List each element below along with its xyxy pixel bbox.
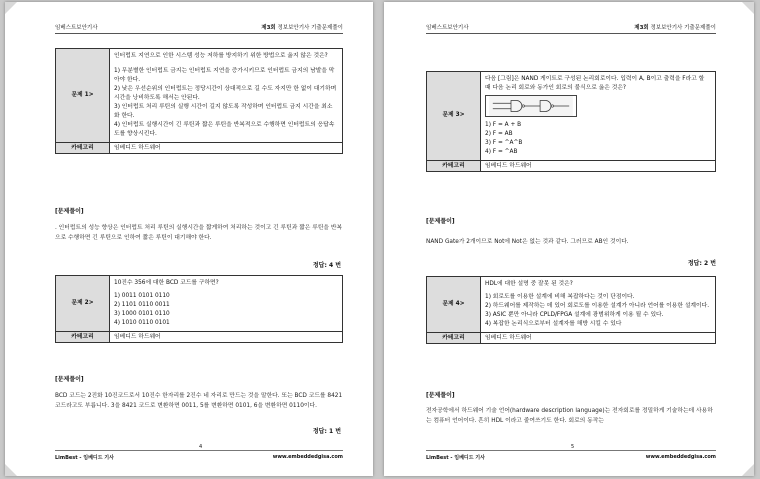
question-2-option-3: 3) 1000 0101 0110 xyxy=(114,310,170,317)
question-3-option-2: 2) F = AB xyxy=(485,130,513,137)
solution-2-heading: [문제풀이] xyxy=(55,376,84,383)
question-4-option-2: 2) 하드웨어를 제작하는 데 있어 회로도를 이용한 설계가 아니라 언어를 이용한 설계이다. xyxy=(485,302,710,309)
question-3-option-1: 1) F = A + B xyxy=(485,121,522,128)
page-curl-top-left xyxy=(5,2,17,14)
question-4-table xyxy=(426,276,716,344)
page-curl-top-right xyxy=(742,2,754,14)
header-issue: 제3회 xyxy=(634,25,649,31)
header-right-text xyxy=(634,23,716,31)
question-1-option-4: 4) 인터럽트 실행시간이 긴 루틴과 짧은 루틴을 반복적으로 수행하면 인터럽트의 응답속도를 향상시킨다. xyxy=(114,121,335,137)
footer-left-text: LimBest - 임베디드 기사 xyxy=(426,455,485,461)
question-1-option-2: 2) 낮은 우선순위의 인터럽트는 정당시간이 상대적으로 길 수도 자지만 한 없이 대기하며 시간을 낭비하도록 해서는 안된다. xyxy=(114,85,337,101)
question-1-body xyxy=(110,49,343,143)
left-page xyxy=(5,2,373,476)
solution-1-text: . 인터럽트의 성능 향상은 인터럽트 처리 루틴의 실행시간을 짧게하여 처리하는 것이고 긴 루틴과 짧은 루틴을 반복으로 수행하면 긴 루틴으로 인하여 짧은 루틴이 대기해야 한다. xyxy=(55,225,343,241)
question-1-text: 인터럽트 지연으로 인한 시스템 성능 저하를 방지하기 위한 방법으로 옳지 않은 것은? xyxy=(114,53,328,59)
question-4-option-1: 1) 회로도를 이용한 설계에 비해 복잡하다는 것이 단점이다. xyxy=(485,293,635,300)
question-3-option-4: 4) F = ^AB xyxy=(485,148,518,155)
header-issue: 제3회 xyxy=(261,25,276,31)
solution-2-answer: 정답: 1 번 xyxy=(312,428,341,435)
question-3-text: 다음 [그림]은 NAND 게이트로 구성된 논리회로이다. 입력이 A, B이고 출력을 F라고 할 때 다음 논리 회로와 동가인 회로의 불식으로 옳은 것은? xyxy=(485,76,705,91)
nand-circuit-figure xyxy=(485,95,577,117)
page-curl-bottom-left xyxy=(5,464,17,476)
question-4-option-3: 3) ASIC 뿐만 아니라 CPLD/FPGA 설계에 광범위하게 이용 될 수 있다. xyxy=(485,311,664,318)
question-3-category: 임베디드 하드웨어 xyxy=(481,160,716,171)
solution-3-text: NAND Gate가 2개이므로 Not에 Not은 없는 것과 같다. 그러므로 AB인 것이다. xyxy=(426,239,629,245)
header-left-text: 임베스트보안기사 xyxy=(426,25,469,31)
page-footer xyxy=(55,444,343,461)
question-4-label: 문제 4> xyxy=(427,277,481,333)
question-2-option-1: 1) 0011 0101 0110 xyxy=(114,292,170,299)
page-header xyxy=(55,22,343,34)
header-left-text: 임베스트보안기사 xyxy=(55,25,98,31)
question-1-category: 임베디드 하드웨어 xyxy=(110,142,343,153)
question-1-category-label: 카테고리 xyxy=(56,142,110,153)
question-2-category: 임베디드 하드웨어 xyxy=(110,331,343,342)
solution-1-heading: [문제풀이] xyxy=(55,208,84,215)
question-2-text: 10진수 356에 대한 BCD 코드를 구하면? xyxy=(114,280,219,286)
footer-url: www.embeddedgisa.com xyxy=(272,454,343,460)
page-curl-bottom-right xyxy=(742,464,754,476)
footer-left-text: LimBest - 임베디드 기사 xyxy=(55,455,114,461)
question-1-label: 문제 1> xyxy=(56,49,110,143)
question-2-option-2: 2) 1101 0110 0011 xyxy=(114,301,170,308)
question-1-table xyxy=(55,48,343,154)
question-3-body xyxy=(481,72,716,161)
question-1-option-1: 1) 무분별한 인터럽트 금지는 인터럽트 지연을 증가시키므로 인터럽트 금지의 남발을 막아야 한다. xyxy=(114,67,335,83)
header-title: 정보보안기사 기출문제풀이 xyxy=(650,25,716,31)
question-1-option-3: 3) 인터럽트 처리 루틴의 실행 시간이 길지 않도록 작성하며 인터럽트 금지 시간을 최소화 한다. xyxy=(114,103,333,119)
solution-1-answer: 정답: 4 번 xyxy=(312,262,341,269)
question-2-label: 문제 2> xyxy=(56,276,110,332)
page-header xyxy=(426,22,716,34)
page-footer xyxy=(426,444,716,461)
question-2-table xyxy=(55,275,343,343)
question-4-body xyxy=(481,277,716,333)
question-3-option-3: 3) F = ^A^B xyxy=(485,139,523,146)
footer-url: www.embeddedgisa.com xyxy=(645,454,716,460)
question-3-category-label: 카테고리 xyxy=(427,160,481,171)
header-title: 정보보안기사 기출문제풀이 xyxy=(277,25,343,31)
header-right-text xyxy=(261,23,343,31)
question-3-table xyxy=(426,71,716,172)
page-number: 4 xyxy=(199,444,203,450)
page-number: 5 xyxy=(571,444,575,450)
question-2-option-4: 4) 1010 0110 0101 xyxy=(114,319,170,326)
question-4-text: HDL에 대한 설명 중 잘못 된 것은? xyxy=(485,281,573,287)
solution-4-text: 전자공학에서 하드웨어 기술 언어(hardware description language)는 전자회로를 정밀하게 기술하는데 사용하는 컴퓨터 언어이다. 흔히 HDL 이라고 줄여쓰기도 한다. 회로의 동작는 xyxy=(426,408,713,424)
question-3-label: 문제 3> xyxy=(427,72,481,161)
question-2-category-label: 카테고리 xyxy=(56,331,110,342)
question-4-category-label: 카테고리 xyxy=(427,332,481,343)
question-4-option-4: 4) 복잡한 논리식으로부터 설계자를 해방 시킬 수 있다 xyxy=(485,320,622,327)
solution-3-heading: [문제풀이] xyxy=(426,218,455,225)
question-2-body xyxy=(110,276,343,332)
question-4-category: 임베디드 하드웨어 xyxy=(481,332,716,343)
solution-3-answer: 정답: 2 번 xyxy=(687,260,716,267)
solution-4-heading: [문제풀이] xyxy=(426,392,455,399)
solution-2-text: BCD 코드는 2진화 10진코드로서 10진수 한자리를 2진수 네 자리로 만드는 것을 말한다. 또는 BCD 코드를 8421 코드라고도 부릅니다. 3을 8421 코드로 변환하면 0011, 5를 변환하면 0101, 6을 변환하면 0110이다. xyxy=(55,393,343,409)
right-page xyxy=(384,2,754,476)
